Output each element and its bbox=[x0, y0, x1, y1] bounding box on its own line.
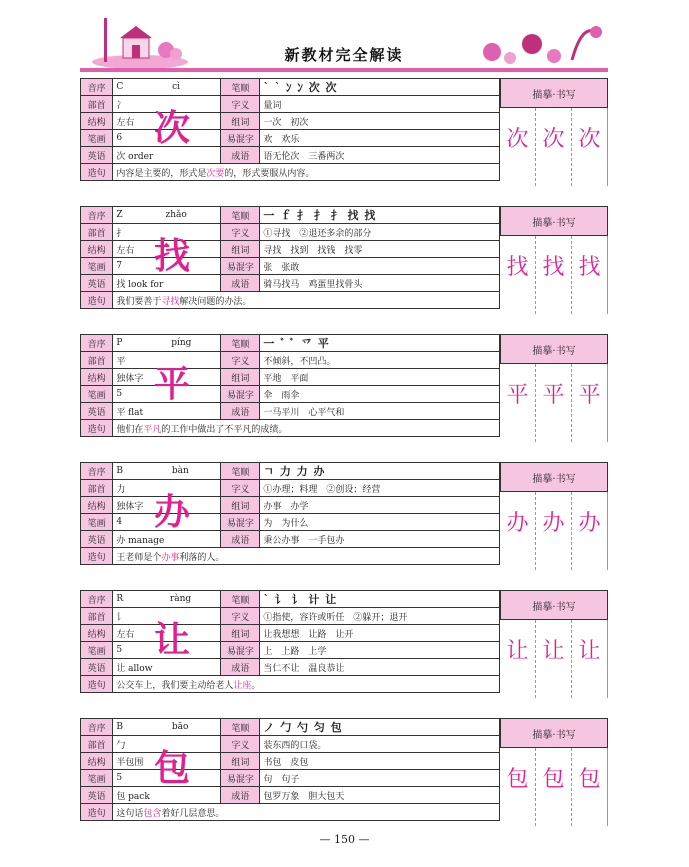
label-yihunzi: 易混字 bbox=[221, 514, 260, 531]
meaning: 量词 bbox=[260, 96, 500, 113]
idiom: 秉公办事 一手包办 bbox=[260, 531, 500, 548]
practice-char: 办 bbox=[578, 511, 601, 536]
big-character: 平 bbox=[154, 364, 191, 405]
sentence-highlight: 次要 bbox=[206, 168, 225, 179]
practice-cell bbox=[572, 492, 608, 570]
label-chengyu: 成语 bbox=[221, 659, 260, 676]
stroke-order: ノ 勹 勺 匀 包 bbox=[260, 719, 500, 736]
label-yinxu: 音序 bbox=[81, 207, 113, 224]
sentence-before: 内容是主要的，形式是 bbox=[116, 168, 207, 179]
label-bihua: 笔画 bbox=[81, 514, 113, 531]
letter bbox=[113, 591, 221, 608]
label-yihunzi: 易混字 bbox=[221, 130, 260, 147]
pinyin-value: bàn bbox=[171, 466, 189, 476]
stroke-order: ㄱ 力 力 办 bbox=[260, 463, 500, 480]
label-ziyi: 字义 bbox=[221, 352, 260, 369]
label-yinxu: 音序 bbox=[81, 591, 113, 608]
sentence bbox=[113, 420, 500, 437]
sentence-highlight: 寻找 bbox=[161, 296, 180, 307]
sentence-after: 着好几层意思。 bbox=[161, 808, 225, 819]
practice-cell bbox=[536, 492, 572, 570]
character-card-rang bbox=[80, 590, 608, 698]
letter-value: Z bbox=[116, 210, 123, 220]
sentence-highlight: 包含 bbox=[143, 808, 162, 819]
practice-area bbox=[500, 590, 608, 698]
label-bushou: 部首 bbox=[81, 736, 113, 753]
practice-label: 描摹·书写 bbox=[500, 334, 608, 364]
label-zaoju: 造句 bbox=[81, 420, 113, 437]
label-yingyu: 英语 bbox=[81, 531, 113, 548]
stroke-order: 一 ｆ 扌 扌 扌 找 找 bbox=[260, 207, 500, 224]
practice-label: 描摹·书写 bbox=[500, 590, 608, 620]
practice-grid bbox=[500, 108, 608, 186]
sentence-before: 王老师是个 bbox=[116, 552, 162, 563]
strokes: 5 bbox=[113, 770, 221, 787]
label-bishun: 笔顺 bbox=[221, 335, 260, 352]
structure: 半包围 bbox=[113, 753, 221, 770]
structure: 左右 bbox=[113, 113, 221, 130]
label-yingyu: 英语 bbox=[81, 147, 113, 164]
label-zaoju: 造句 bbox=[81, 804, 113, 821]
sentence-after: 解决问题的办法。 bbox=[179, 296, 252, 307]
structure: 独体字 bbox=[113, 369, 221, 386]
page-number: — 150 — bbox=[319, 833, 370, 846]
letter bbox=[113, 79, 221, 96]
practice-cell bbox=[536, 748, 572, 826]
big-character: 次 bbox=[154, 108, 191, 149]
english: 办 manage bbox=[113, 531, 221, 548]
practice-char: 次 bbox=[578, 127, 601, 152]
practice-grid bbox=[500, 620, 608, 698]
label-bushou: 部首 bbox=[81, 96, 113, 113]
label-yinxu: 音序 bbox=[81, 335, 113, 352]
radical: 力 bbox=[113, 480, 221, 497]
practice-char: 找 bbox=[578, 255, 601, 280]
label-bihua: 笔画 bbox=[81, 386, 113, 403]
practice-char: 找 bbox=[542, 255, 565, 280]
practice-cell bbox=[500, 364, 536, 442]
meaning: 不倾斜，不凹凸。 bbox=[260, 352, 500, 369]
words: 办事 办学 bbox=[260, 497, 500, 514]
label-bishun: 笔顺 bbox=[221, 591, 260, 608]
label-zuci: 组词 bbox=[221, 753, 260, 770]
practice-cell bbox=[500, 108, 536, 186]
words: 让我想想 让路 让开 bbox=[260, 625, 500, 642]
practice-char: 平 bbox=[506, 383, 529, 408]
radical: 扌 bbox=[113, 224, 221, 241]
practice-cell bbox=[572, 748, 608, 826]
strokes: 5 bbox=[113, 386, 221, 403]
label-zuci: 组词 bbox=[221, 241, 260, 258]
sentence-after: 的，形式要服从内容。 bbox=[224, 168, 315, 179]
letter-value: B bbox=[116, 722, 123, 732]
label-bushou: 部首 bbox=[81, 224, 113, 241]
pinyin-value: zhǎo bbox=[165, 210, 187, 220]
english: 次 order bbox=[113, 147, 221, 164]
pinyin-value: bāo bbox=[171, 722, 189, 732]
meaning: ①办理；料理 ②创设；经营 bbox=[260, 480, 500, 497]
sentence-after: 的工作中做出了不平凡的成绩。 bbox=[161, 424, 288, 435]
pinyin-value: cì bbox=[172, 82, 180, 92]
page-header bbox=[80, 8, 608, 72]
page-title: 新教材完全解读 bbox=[284, 46, 404, 64]
meaning: 装东西的口袋。 bbox=[260, 736, 500, 753]
stroke-order: ` ` ﾝ ﾝ 次 次 bbox=[260, 79, 500, 96]
label-bihua: 笔画 bbox=[81, 130, 113, 147]
label-bushou: 部首 bbox=[81, 352, 113, 369]
label-ziyi: 字义 bbox=[221, 224, 260, 241]
label-bishun: 笔顺 bbox=[221, 463, 260, 480]
letter-value: P bbox=[116, 338, 123, 348]
practice-label: 描摹·书写 bbox=[500, 206, 608, 236]
label-ziyi: 字义 bbox=[221, 96, 260, 113]
radical: 冫 bbox=[113, 96, 221, 113]
letter bbox=[113, 719, 221, 736]
radical: 平 bbox=[113, 352, 221, 369]
label-chengyu: 成语 bbox=[221, 531, 260, 548]
practice-cell bbox=[500, 748, 536, 826]
words: 一次 初次 bbox=[260, 113, 500, 130]
confusable: 句 句子 bbox=[260, 770, 500, 787]
practice-cell bbox=[500, 492, 536, 570]
structure: 左右 bbox=[113, 241, 221, 258]
confusable: 为 为什么 bbox=[260, 514, 500, 531]
confusable: 张 张敢 bbox=[260, 258, 500, 275]
practice-cell bbox=[500, 620, 536, 698]
character-card-zhao bbox=[80, 206, 608, 314]
practice-cell bbox=[536, 620, 572, 698]
practice-cell bbox=[572, 364, 608, 442]
practice-cell bbox=[536, 236, 572, 314]
label-zaoju: 造句 bbox=[81, 676, 113, 693]
sentence bbox=[113, 548, 500, 565]
label-zaoju: 造句 bbox=[81, 164, 113, 181]
radical: 勹 bbox=[113, 736, 221, 753]
label-jiegou: 结构 bbox=[81, 625, 113, 642]
label-bishun: 笔顺 bbox=[221, 719, 260, 736]
practice-char: 包 bbox=[506, 767, 529, 792]
idiom: 包罗万象 胆大包天 bbox=[260, 787, 500, 804]
practice-label: 描摹·书写 bbox=[500, 78, 608, 108]
label-chengyu: 成语 bbox=[221, 275, 260, 292]
practice-area bbox=[500, 462, 608, 570]
practice-grid bbox=[500, 364, 608, 442]
practice-area bbox=[500, 334, 608, 442]
label-yingyu: 英语 bbox=[81, 275, 113, 292]
confusable: 上 上路 上学 bbox=[260, 642, 500, 659]
practice-cell bbox=[572, 236, 608, 314]
meaning: ①指使，容许或听任 ②躲开；退开 bbox=[260, 608, 500, 625]
practice-char: 次 bbox=[506, 127, 529, 152]
practice-char: 平 bbox=[542, 383, 565, 408]
big-character: 找 bbox=[154, 236, 191, 277]
practice-cell bbox=[500, 236, 536, 314]
label-chengyu: 成语 bbox=[221, 787, 260, 804]
structure: 左右 bbox=[113, 625, 221, 642]
label-yinxu: 音序 bbox=[81, 719, 113, 736]
idiom: 一马平川 心平气和 bbox=[260, 403, 500, 420]
label-bushou: 部首 bbox=[81, 608, 113, 625]
label-yihunzi: 易混字 bbox=[221, 770, 260, 787]
strokes: 6 bbox=[113, 130, 221, 147]
label-bihua: 笔画 bbox=[81, 770, 113, 787]
idiom: 语无伦次 三番两次 bbox=[260, 147, 500, 164]
practice-char: 平 bbox=[578, 383, 601, 408]
practice-char: 办 bbox=[542, 511, 565, 536]
words: 书包 皮包 bbox=[260, 753, 500, 770]
words: 平地 平面 bbox=[260, 369, 500, 386]
pinyin-value: ràng bbox=[169, 594, 192, 604]
label-yihunzi: 易混字 bbox=[221, 258, 260, 275]
practice-label: 描摹·书写 bbox=[500, 718, 608, 748]
words: 寻找 找到 找钱 找零 bbox=[260, 241, 500, 258]
practice-char: 让 bbox=[542, 639, 565, 664]
label-zuci: 组词 bbox=[221, 369, 260, 386]
header-band bbox=[80, 68, 608, 72]
practice-cell bbox=[536, 364, 572, 442]
practice-cell bbox=[572, 108, 608, 186]
idiom: 骑马找马 鸡蛋里找骨头 bbox=[260, 275, 500, 292]
sentence-before: 公交车上，我们要主动给老人 bbox=[116, 680, 234, 691]
label-bihua: 笔画 bbox=[81, 642, 113, 659]
practice-char: 办 bbox=[506, 511, 529, 536]
english: 包 pack bbox=[113, 787, 221, 804]
english: 让 allow bbox=[113, 659, 221, 676]
label-yingyu: 英语 bbox=[81, 403, 113, 420]
sentence-before: 这句话 bbox=[116, 808, 144, 819]
stroke-order: 一 ﾞ ﾞ 乊 平 bbox=[260, 335, 500, 352]
practice-grid bbox=[500, 492, 608, 570]
meaning: ①寻找 ②退还多余的部分 bbox=[260, 224, 500, 241]
english: 找 look for bbox=[113, 275, 221, 292]
label-chengyu: 成语 bbox=[221, 147, 260, 164]
practice-cell bbox=[572, 620, 608, 698]
practice-char: 包 bbox=[542, 767, 565, 792]
big-character: 办 bbox=[154, 492, 191, 533]
label-jiegou: 结构 bbox=[81, 753, 113, 770]
label-bushou: 部首 bbox=[81, 480, 113, 497]
letter bbox=[113, 463, 221, 480]
confusable: 欢 欢乐 bbox=[260, 130, 500, 147]
character-card-ci bbox=[80, 78, 608, 186]
sentence-highlight: 平凡 bbox=[143, 424, 162, 435]
pinyin-value: píng bbox=[171, 338, 192, 348]
label-zaoju: 造句 bbox=[81, 292, 113, 309]
label-zuci: 组词 bbox=[221, 625, 260, 642]
strokes: 4 bbox=[113, 514, 221, 531]
label-yinxu: 音序 bbox=[81, 79, 113, 96]
label-yingyu: 英语 bbox=[81, 787, 113, 804]
label-zaoju: 造句 bbox=[81, 548, 113, 565]
label-yihunzi: 易混字 bbox=[221, 386, 260, 403]
practice-char: 包 bbox=[578, 767, 601, 792]
practice-area bbox=[500, 206, 608, 314]
strokes: 5 bbox=[113, 642, 221, 659]
idiom: 当仁不让 温良恭让 bbox=[260, 659, 500, 676]
practice-grid bbox=[500, 236, 608, 314]
practice-char: 让 bbox=[506, 639, 529, 664]
strokes: 7 bbox=[113, 258, 221, 275]
label-zuci: 组词 bbox=[221, 113, 260, 130]
label-bishun: 笔顺 bbox=[221, 79, 260, 96]
letter bbox=[113, 207, 221, 224]
label-zuci: 组词 bbox=[221, 497, 260, 514]
confusable: 伞 雨伞 bbox=[260, 386, 500, 403]
label-yinxu: 音序 bbox=[81, 463, 113, 480]
character-card-ping bbox=[80, 334, 608, 442]
practice-char: 让 bbox=[578, 639, 601, 664]
practice-grid bbox=[500, 748, 608, 826]
practice-area bbox=[500, 78, 608, 186]
label-bishun: 笔顺 bbox=[221, 207, 260, 224]
english: 平 flat bbox=[113, 403, 221, 420]
label-bihua: 笔画 bbox=[81, 258, 113, 275]
stroke-order: ` 讠 讠 计 让 bbox=[260, 591, 500, 608]
label-chengyu: 成语 bbox=[221, 403, 260, 420]
sentence-before: 他们在 bbox=[116, 424, 144, 435]
label-jiegou: 结构 bbox=[81, 241, 113, 258]
sentence-after: 。 bbox=[251, 680, 261, 691]
sentence bbox=[113, 164, 500, 181]
big-character: 让 bbox=[154, 620, 191, 661]
practice-area bbox=[500, 718, 608, 826]
label-ziyi: 字义 bbox=[221, 480, 260, 497]
radical: 讠 bbox=[113, 608, 221, 625]
sentence bbox=[113, 292, 500, 309]
sentence-highlight: 办事 bbox=[161, 552, 180, 563]
letter-value: B bbox=[116, 466, 123, 476]
big-character: 包 bbox=[154, 748, 191, 789]
label-jiegou: 结构 bbox=[81, 113, 113, 130]
label-yihunzi: 易混字 bbox=[221, 642, 260, 659]
letter-value: C bbox=[116, 82, 124, 92]
character-card-bao bbox=[80, 718, 608, 826]
sentence bbox=[113, 676, 500, 693]
label-jiegou: 结构 bbox=[81, 497, 113, 514]
practice-char: 找 bbox=[506, 255, 529, 280]
practice-label: 描摹·书写 bbox=[500, 462, 608, 492]
structure: 独体字 bbox=[113, 497, 221, 514]
sentence-before: 我们要善于 bbox=[116, 296, 162, 307]
label-yingyu: 英语 bbox=[81, 659, 113, 676]
label-ziyi: 字义 bbox=[221, 608, 260, 625]
sentence-after: 利落的人。 bbox=[179, 552, 225, 563]
letter-value: R bbox=[116, 594, 124, 604]
practice-char: 次 bbox=[542, 127, 565, 152]
character-card-ban bbox=[80, 462, 608, 570]
practice-cell bbox=[536, 108, 572, 186]
label-ziyi: 字义 bbox=[221, 736, 260, 753]
sentence-highlight: 让座 bbox=[233, 680, 252, 691]
sentence bbox=[113, 804, 500, 821]
letter bbox=[113, 335, 221, 352]
label-jiegou: 结构 bbox=[81, 369, 113, 386]
